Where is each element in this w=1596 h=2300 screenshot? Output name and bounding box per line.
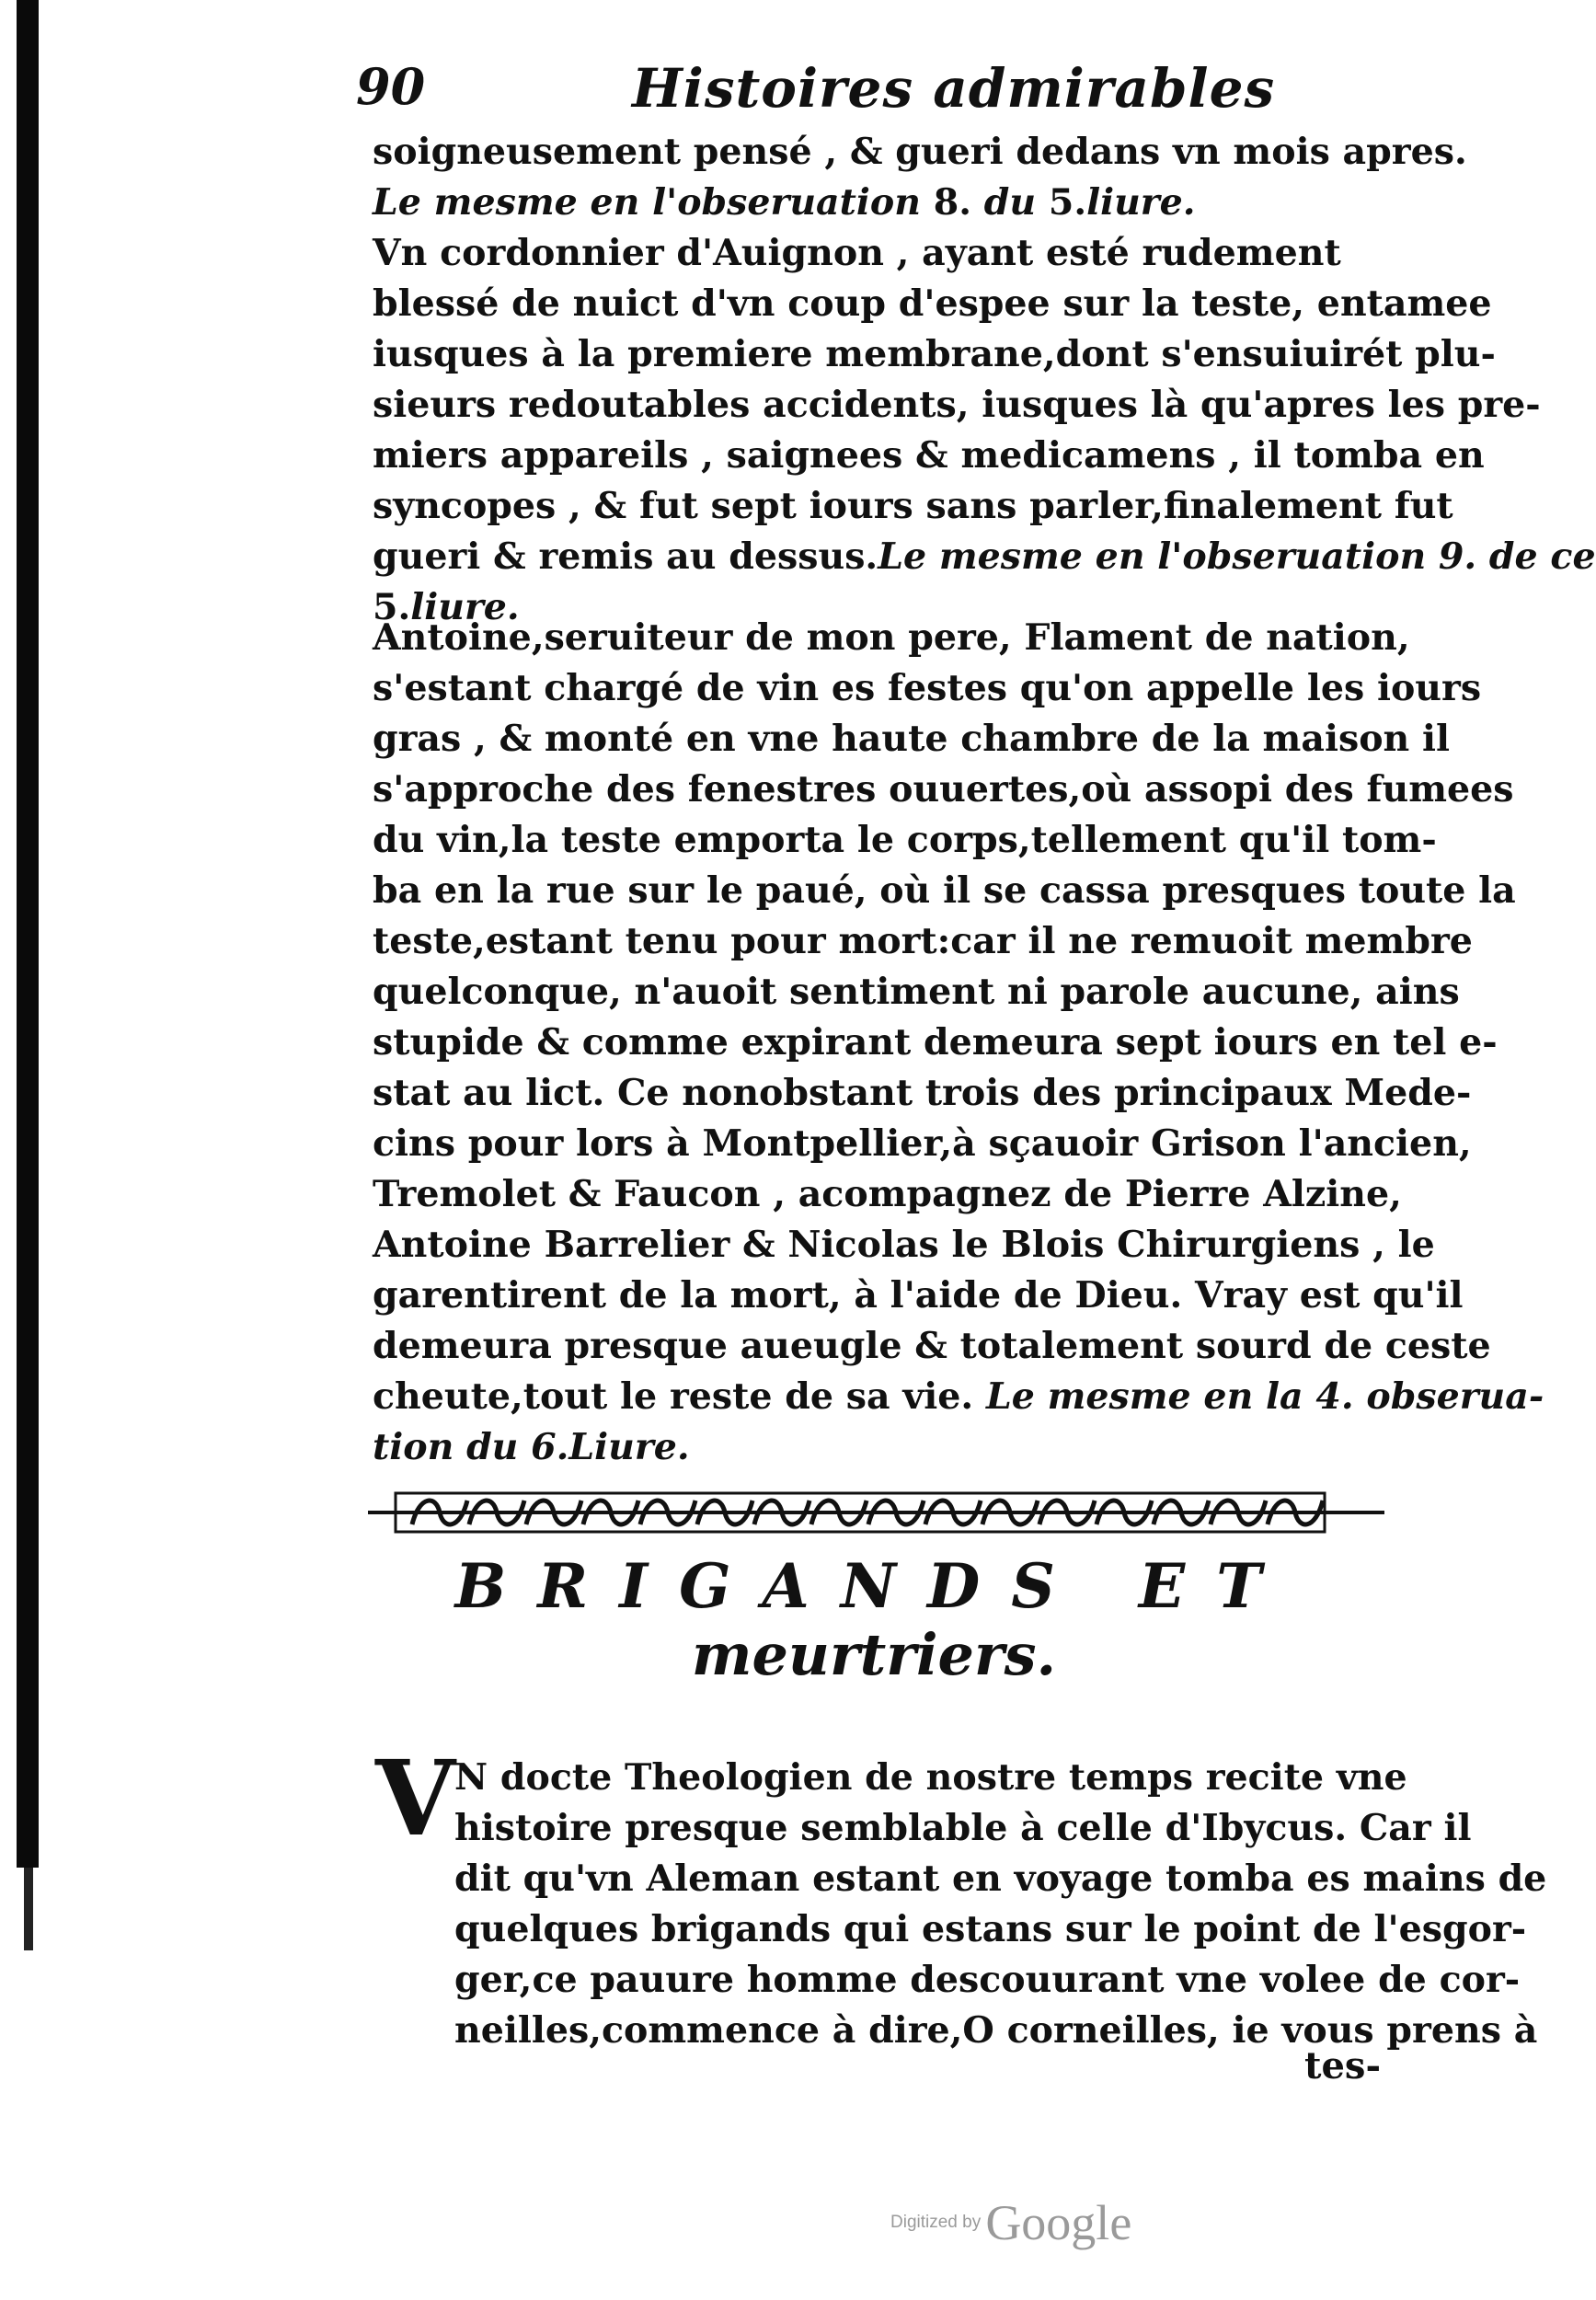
- text-line: [373, 967, 1460, 1018]
- italic-reference: liure.: [1086, 181, 1196, 224]
- text-run: Vn cordonnier d'Auignon , ayant esté rudement: [373, 232, 1341, 274]
- text-line: [373, 613, 1410, 663]
- text-run: syncopes , & fut sept iours sans parler,finalement fut: [373, 485, 1453, 527]
- italic-reference: tion du 6.Liure.: [373, 1426, 690, 1468]
- text-line: [373, 1321, 1491, 1372]
- text-run: quelques brigands qui estans sur le point de l'esgor-: [454, 1908, 1527, 1950]
- text-run: miers appareils , saignees & medicamens , il tomba en: [373, 434, 1485, 477]
- text-run: sieurs redoutables accidents, iusques là qu'apres les pre-: [373, 384, 1541, 426]
- text-run: dit qu'vn Aleman estant en voyage tomba es mains de: [454, 1857, 1547, 1900]
- italic-reference: liure.: [410, 586, 520, 628]
- text-run: s'estant chargé de vin es festes qu'on appelle les iours: [373, 667, 1482, 709]
- text-run: ger,ce pauure homme descouurant vne volee de cor-: [454, 1959, 1521, 2001]
- text-line: [373, 329, 1496, 380]
- text-run: ba en la rue sur le paué, où il se cassa presques toute la: [373, 869, 1516, 912]
- text-run: gras , & monté en vne haute chambre de la maison il: [373, 718, 1451, 760]
- italic-reference: Le mesme en la 4. obserua-: [985, 1375, 1544, 1418]
- text-line: [373, 1372, 1544, 1422]
- text-run: teste,estant tenu pour mort:car il ne remuoit membre: [373, 920, 1473, 962]
- text-line: [454, 1854, 1547, 1904]
- text-run: demeura presque aueugle & totalement sourd de ceste: [373, 1325, 1491, 1367]
- drop-cap: V: [375, 1739, 455, 1859]
- text-line: [373, 279, 1492, 329]
- text-line: [373, 532, 1596, 582]
- text-line: [454, 1904, 1527, 1955]
- text-run: iusques à la premiere membrane,dont s'ensuiuirét plu-: [373, 333, 1496, 375]
- text-run: Tremolet & Faucon , acompagnez de Pierre Alzine,: [373, 1173, 1402, 1215]
- italic-reference: Le mesme en l'obseruation 9. de ce: [878, 535, 1596, 578]
- text-run: gueri & remis au dessus.: [373, 535, 878, 578]
- text-run: cins pour lors à Montpellier,à sçauoir Grison l'ancien,: [373, 1122, 1472, 1165]
- text-run: blessé de nuict d'vn coup d'espee sur la teste, entamee: [373, 282, 1492, 325]
- text-run: Antoine,seruiteur de mon pere, Flament de nation,: [373, 616, 1410, 659]
- watermark-prefix: Digitized by: [890, 2213, 982, 2232]
- text-line: [454, 2006, 1538, 2056]
- text-line: [373, 178, 1380, 228]
- text-run: s'approche des fenestres ouuertes,où assopi des fumees: [373, 768, 1514, 811]
- text-run: soigneusement pensé , & gueri dedans vn mois apres.: [373, 131, 1467, 173]
- text-block-antoine: [373, 613, 1544, 1473]
- text-line: [373, 663, 1482, 714]
- text-run: neilles,commence à dire,O corneilles, ie vous prens à: [454, 2009, 1538, 2052]
- google-watermark: [890, 2194, 1131, 2249]
- text-line: [373, 127, 1467, 178]
- text-line: [373, 380, 1541, 431]
- text-run: Antoine Barrelier & Nicolas le Blois Chirurgiens , le: [373, 1224, 1435, 1266]
- running-title: Histoires admirables: [632, 57, 1276, 120]
- text-line: [373, 1422, 1380, 1473]
- text-line: [373, 1119, 1472, 1169]
- italic-reference: du: [983, 181, 1037, 224]
- text-line: [373, 714, 1451, 765]
- watermark-brand: Google: [985, 2195, 1132, 2250]
- text-line: [373, 815, 1437, 866]
- text-run: histoire presque semblable à celle d'Ibycus. Car il: [454, 1807, 1472, 1849]
- section-title: BRIGANDS ET: [454, 1550, 1293, 1622]
- text-line: [373, 481, 1453, 532]
- text-run: 5.: [1036, 181, 1087, 224]
- text-line: [373, 1068, 1472, 1119]
- text-run: N docte Theologien de nostre temps recite vne: [454, 1756, 1407, 1799]
- italic-reference: Le mesme en l'obseruation: [373, 181, 921, 224]
- text-line: [373, 916, 1473, 967]
- text-line: [454, 1803, 1472, 1854]
- text-line: [373, 1271, 1464, 1321]
- text-line: [454, 1955, 1521, 2006]
- text-run: cheute,tout le reste de sa vie.: [373, 1375, 986, 1418]
- text-block-brigands: [454, 1753, 1547, 2056]
- binding-edge: [17, 0, 39, 1868]
- catchword: tes-: [1304, 2044, 1382, 2087]
- text-run: quelconque, n'auoit sentiment ni parole aucune, ains: [373, 971, 1460, 1013]
- text-line: [373, 228, 1380, 279]
- decorative-ornament-band: [368, 1486, 1384, 1539]
- text-line: [373, 431, 1485, 481]
- section-subtitle: meurtriers.: [691, 1621, 1057, 1688]
- text-block-cordonnier: [373, 127, 1596, 633]
- text-run: du vin,la teste emporta le corps,tellement qu'il tom-: [373, 819, 1437, 861]
- binding-edge-fragment: [24, 1868, 33, 1950]
- text-run: stat au lict. Ce nonobstant trois des principaux Mede-: [373, 1072, 1472, 1114]
- text-run: 5.: [373, 586, 411, 628]
- text-line: [373, 1169, 1402, 1220]
- text-run: garentirent de la mort, à l'aide de Dieu. Vray est qu'il: [373, 1274, 1464, 1317]
- text-run: 8.: [920, 181, 984, 224]
- page-header: [356, 57, 1402, 131]
- text-run: stupide & comme expirant demeura sept iours en tel e-: [373, 1021, 1498, 1064]
- page-number: 90: [356, 57, 426, 116]
- text-line: [373, 866, 1516, 916]
- text-line: [373, 765, 1514, 815]
- text-line: [373, 1220, 1435, 1271]
- text-line: [373, 1018, 1498, 1068]
- text-line: [454, 1753, 1407, 1803]
